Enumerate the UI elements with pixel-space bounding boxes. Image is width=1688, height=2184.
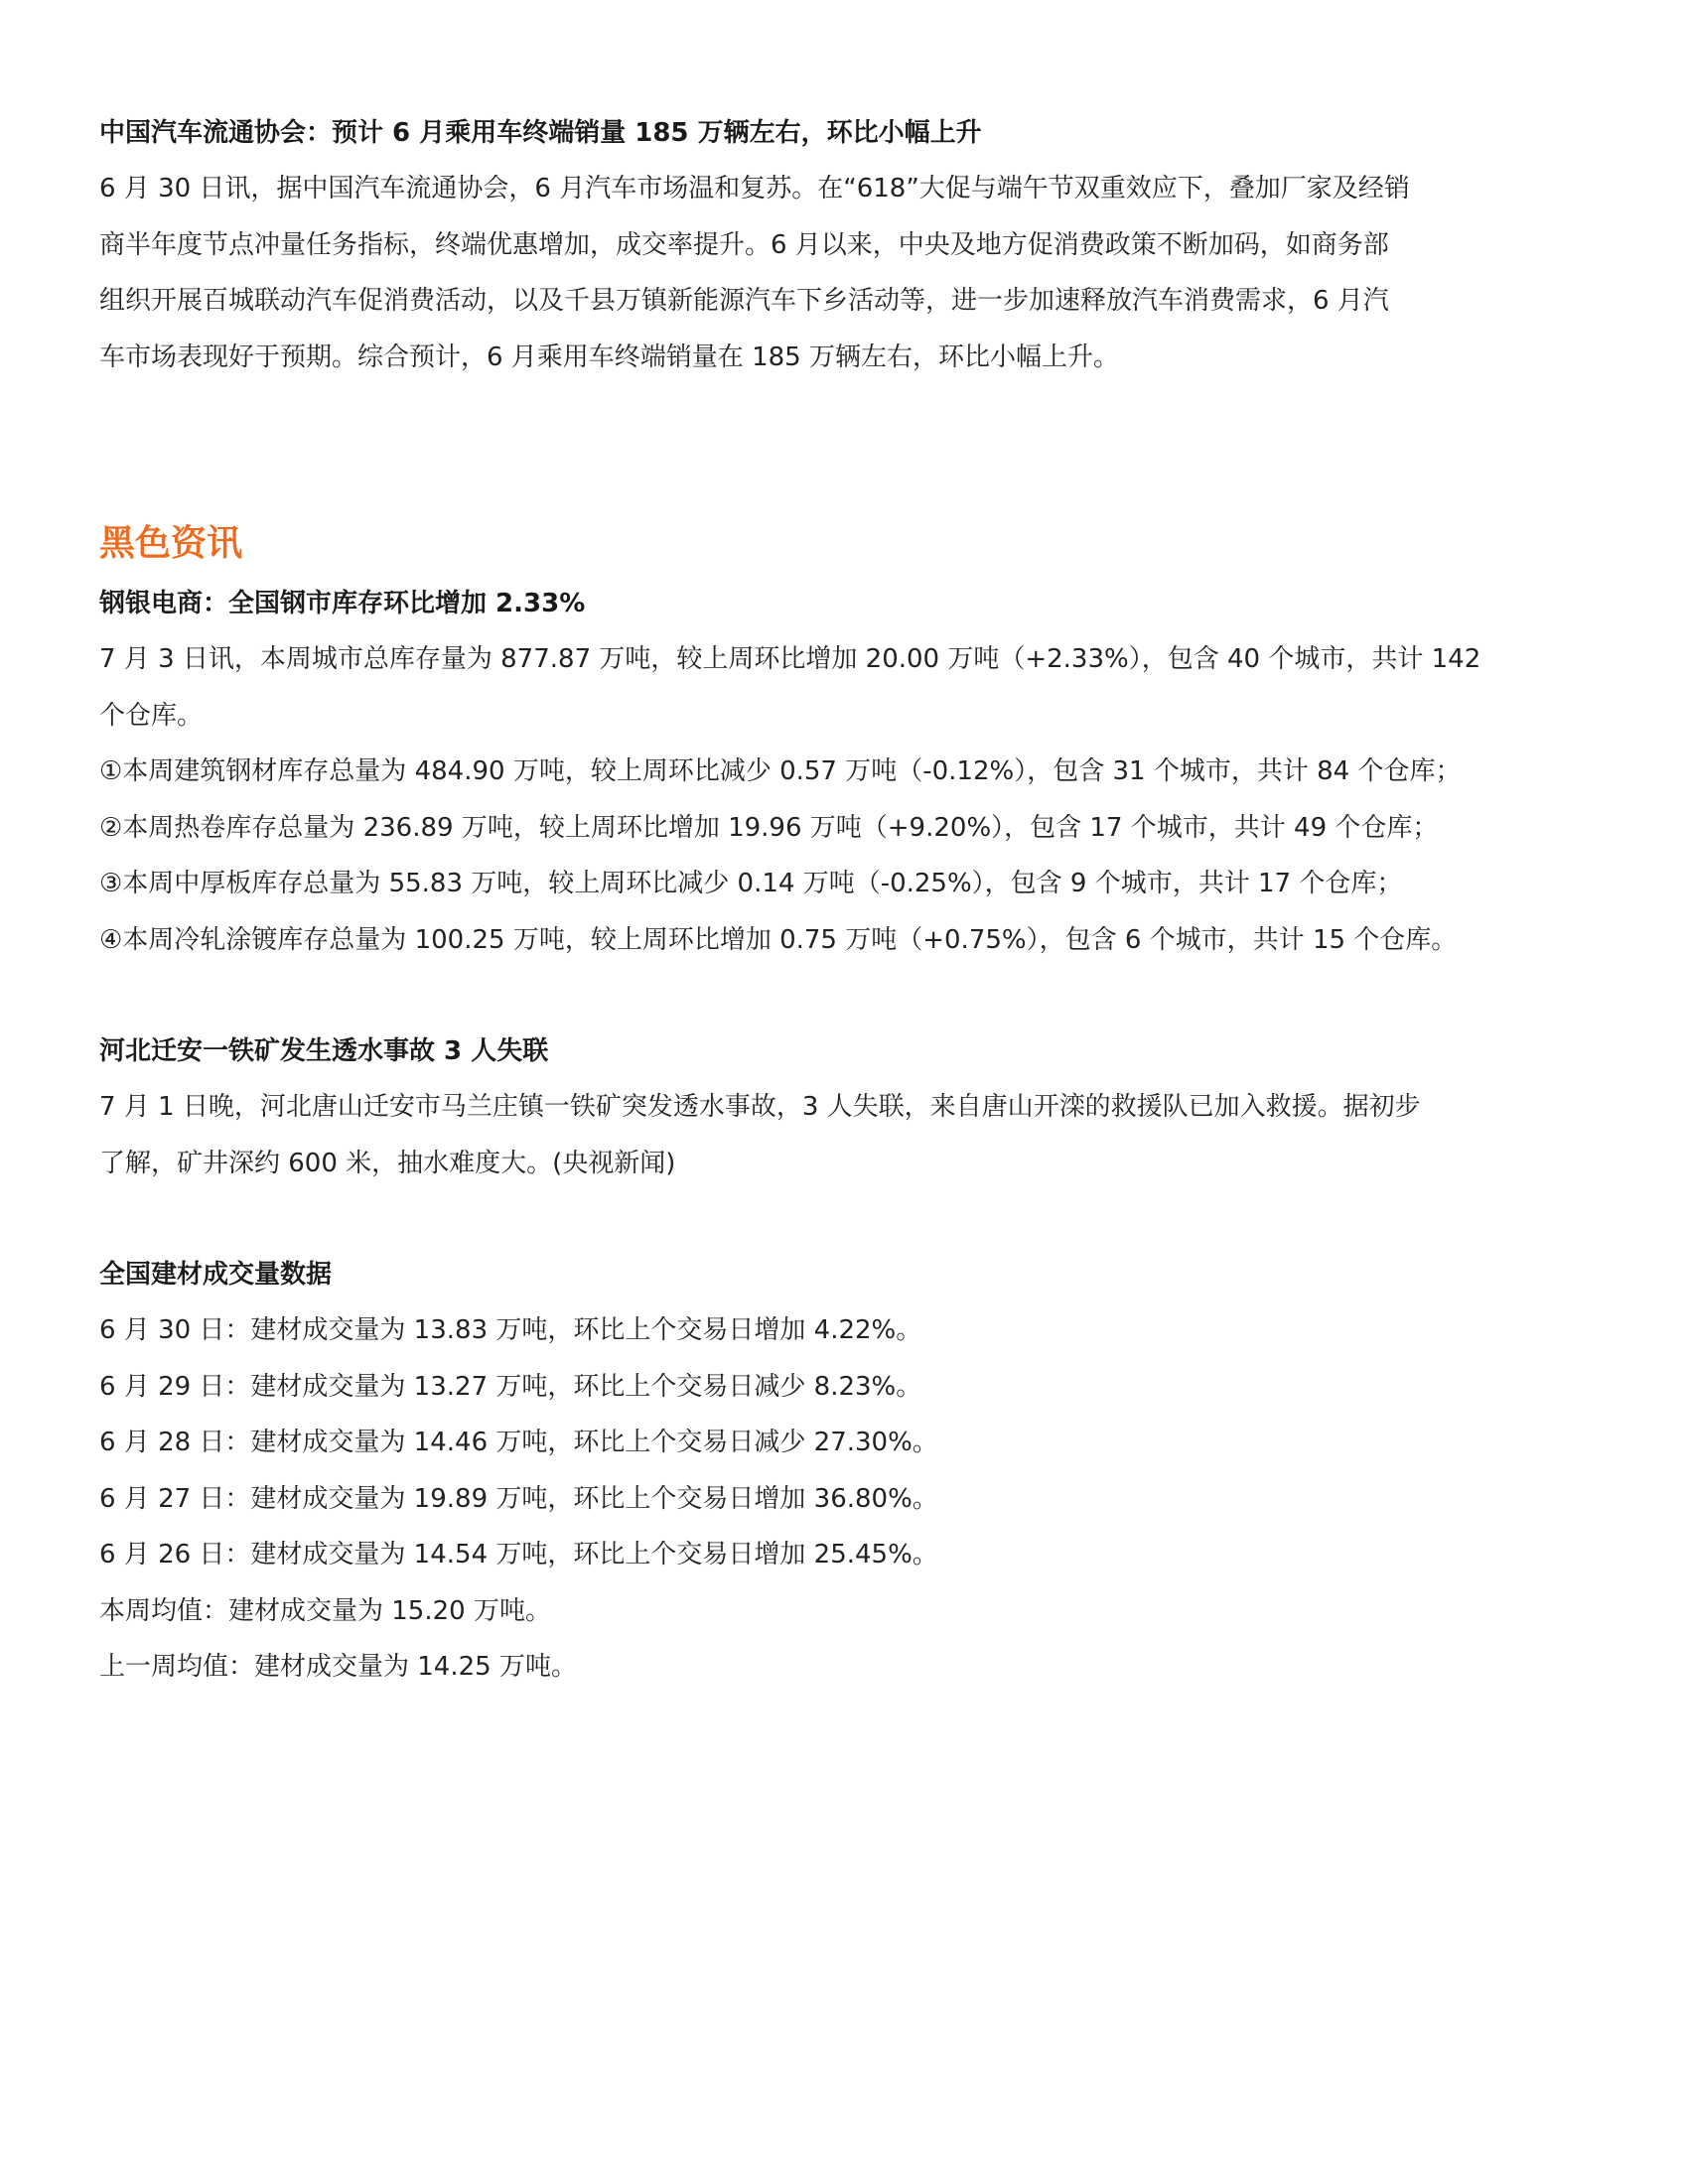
paragraph-line: 6 月 28 日：建材成交量为 14.46 万吨，环比上个交易日减少 27.30%。 (99, 1428, 938, 1457)
document-page (99, 105, 1569, 1696)
paragraph-line: 组织开展百城联动汽车促消费活动，以及千县万镇新能源汽车下乡活动等，进一步加速释放汽车消费需求，6 月汽 (99, 286, 1389, 316)
paragraph-line: 车市场表现好于预期。综合预计，6 月乘用车终端销量在 185 万辆左右，环比小幅上升。 (99, 341, 1119, 372)
spacer (99, 1191, 1569, 1247)
paragraph-line: 7 月 3 日讯，本周城市总库存量为 877.87 万吨，较上周环比增加 20.00 万吨（+2.33%），包含 40 个城市，共计 142 (99, 644, 1481, 674)
paragraph-line: 本周均值：建材成交量为 15.20 万吨。 (99, 1595, 551, 1626)
paragraph-line: 上一周均值：建材成交量为 14.25 万吨。 (99, 1652, 577, 1682)
paragraph-line: 个仓库。 (99, 700, 204, 731)
article-mine-accident (99, 1024, 1569, 1191)
article-auto-sales (99, 105, 1569, 385)
spacer (99, 385, 1569, 512)
paragraph-line: 7 月 1 日晚，河北唐山迁安市马兰庄镇一铁矿突发透水事故，3 人失联，来自唐山开滦的救援队已加入救援。据初步 (99, 1092, 1421, 1122)
article-title: 钢银电商：全国钢市库存环比增加 2.33% (99, 589, 586, 618)
article-title: 中国汽车流通协会：预计 6 月乘用车终端销量 185 万辆左右，环比小幅上升 (99, 118, 982, 148)
paragraph-line: ③本周中厚板库存总量为 55.83 万吨，较上周环比减少 0.14 万吨（-0.25%），包含 9 个城市，共计 17 个仓库； (99, 869, 1403, 898)
paragraph-line: 6 月 26 日：建材成交量为 14.54 万吨，环比上个交易日增加 25.45%。 (99, 1540, 938, 1570)
article-title: 河北迁安一铁矿发生透水事故 3 人失联 (99, 1036, 549, 1066)
paragraph-line: 了解，矿井深约 600 米，抽水难度大。(央视新闻) (99, 1148, 676, 1178)
paragraph-line: 6 月 30 日：建材成交量为 13.83 万吨，环比上个交易日增加 4.22%。 (99, 1315, 922, 1345)
paragraph-line: 6 月 27 日：建材成交量为 19.89 万吨，环比上个交易日增加 36.80%。 (99, 1483, 938, 1514)
section-heading: 黑色资讯 (99, 523, 243, 564)
paragraph-line: ④本周冷轧涂镀库存总量为 100.25 万吨，较上周环比增加 0.75 万吨（+0.75%），包含 6 个城市，共计 15 个仓库。 (99, 924, 1458, 955)
article-title: 全国建材成交量数据 (99, 1260, 333, 1290)
paragraph-line: ①本周建筑钢材库存总量为 484.90 万吨，较上周环比减少 0.57 万吨（-0.12%），包含 31 个城市，共计 84 个仓库； (99, 756, 1462, 786)
paragraph-line: ②本周热卷库存总量为 236.89 万吨，较上周环比增加 19.96 万吨（+9.20%），包含 17 个城市，共计 49 个仓库； (99, 812, 1439, 843)
article-steel-inventory (99, 576, 1569, 968)
paragraph-line: 6 月 30 日讯，据中国汽车流通协会，6 月汽车市场温和复苏。在“618”大促与端午节双重效应下，叠加厂家及经销 (99, 174, 1410, 204)
paragraph-line: 商半年度节点冲量任务指标，终端优惠增加，成交率提升。6 月以来，中央及地方促消费政策不断加码，如商务部 (99, 229, 1389, 260)
spacer (99, 968, 1569, 1024)
paragraph-line: 6 月 29 日：建材成交量为 13.27 万吨，环比上个交易日减少 8.23%。 (99, 1371, 922, 1402)
article-building-materials (99, 1247, 1569, 1696)
